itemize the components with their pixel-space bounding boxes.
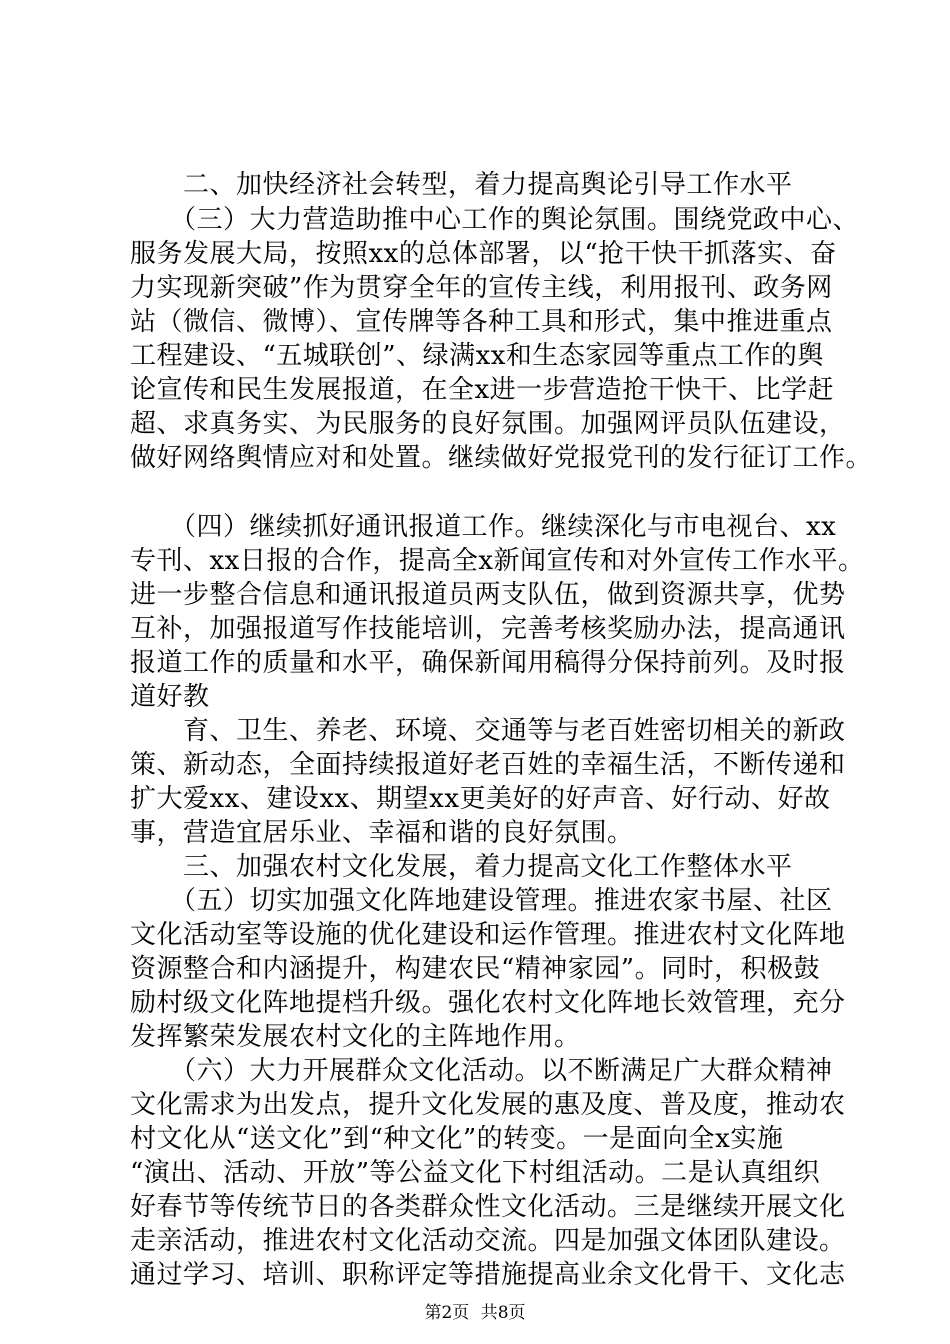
paragraph-line: “演出、活动、开放”等公益文化下村组活动。二是认真组织 xyxy=(130,1158,821,1188)
paragraph-line: 育、卫生、养老、环境、交通等与老百姓密切相关的新政 xyxy=(130,716,846,746)
paragraph-line: 文化活动室等设施的优化建设和运作管理。推进农村文化阵地 xyxy=(130,920,846,950)
paragraph-line: 超、求真务实、为民服务的良好氛围。加强网评员队伍建设， xyxy=(130,409,846,439)
section-heading: 二、加快经济社会转型，着力提高舆论引导工作水平 xyxy=(130,170,793,200)
paragraph-line: 专刊、xx日报的合作，提高全x新闻宣传和对外宣传工作水平。 xyxy=(130,546,865,576)
paragraph-line: （五）切实加强文化阵地建设管理。推进农家书屋、社区 xyxy=(130,886,833,916)
paragraph-line: 进一步整合信息和通讯报道员两支队伍，做到资源共享，优势 xyxy=(130,580,846,610)
paragraph-line: 通过学习、培训、职称评定等措施提高业余文化骨干、文化志 xyxy=(130,1260,846,1290)
paragraph-line: 事，营造宜居乐业、幸福和谐的良好氛围。 xyxy=(130,818,634,848)
page-number: 第2页 xyxy=(424,1303,470,1323)
paragraph-line: 论宣传和民生发展报道，在全x进一步营造抢干快干、比学赶 xyxy=(130,375,835,405)
paragraph-line: 文化需求为出发点，提升文化发展的惠及度、普及度，推动农 xyxy=(130,1090,846,1120)
paragraph-line: 工程建设、“五城联创”、绿满xx和生态家园等重点工作的舆 xyxy=(130,341,824,371)
page-footer xyxy=(0,1302,950,1324)
paragraph-line: 走亲活动，推进农村文化活动交流。四是加强文体团队建设。 xyxy=(130,1226,846,1256)
paragraph-line: 好春节等传统节日的各类群众性文化活动。三是继续开展文化 xyxy=(130,1192,846,1222)
paragraph-line: （三）大力营造助推中心工作的舆论氛围。围绕党政中心、 xyxy=(130,205,860,235)
paragraph-line: （四）继续抓好通讯报道工作。继续深化与市电视台、xx xyxy=(130,512,837,542)
page-total: 共8页 xyxy=(480,1303,526,1323)
paragraph-line: 力实现新突破”作为贯穿全年的宣传主线，利用报刊、政务网 xyxy=(130,273,833,303)
paragraph-line: 村文化从“送文化”到“种文化”的转变。一是面向全x实施 xyxy=(130,1124,784,1154)
section-heading: 三、加强农村文化发展，着力提高文化工作整体水平 xyxy=(130,852,793,882)
paragraph-line: 资源整合和内涵提升，构建农民“精神家园”。同时，积极鼓 xyxy=(130,954,821,984)
paragraph-line: 站（微信、微博）、宣传牌等各种工具和形式，集中推进重点 xyxy=(130,307,833,337)
paragraph-line: 服务发展大局，按照xx的总体部署，以“抢干快干抓落实、奋 xyxy=(130,239,837,269)
paragraph-line: 发挥繁荣发展农村文化的主阵地作用。 xyxy=(130,1022,581,1052)
paragraph-line: 互补，加强报道写作技能培训，完善考核奖励办法，提高通讯 xyxy=(130,614,846,644)
paragraph-line: 扩大爱xx、建设xx、期望xx更美好的好声音、好行动、好故 xyxy=(130,784,831,814)
paragraph-line: （六）大力开展群众文化活动。以不断满足广大群众精神 xyxy=(130,1056,833,1086)
paragraph-line: 报道工作的质量和水平，确保新闻用稿得分保持前列。及时报 xyxy=(130,648,846,678)
paragraph-line: 道好教 xyxy=(130,682,210,712)
paragraph-line: 做好网络舆情应对和处置。继续做好党报党刊的发行征订工作。 xyxy=(130,443,873,473)
paragraph-line: 策、新动态，全面持续报道好老百姓的幸福生活，不断传递和 xyxy=(130,750,846,780)
paragraph-line: 励村级文化阵地提档升级。强化农村文化阵地长效管理，充分 xyxy=(130,988,846,1018)
